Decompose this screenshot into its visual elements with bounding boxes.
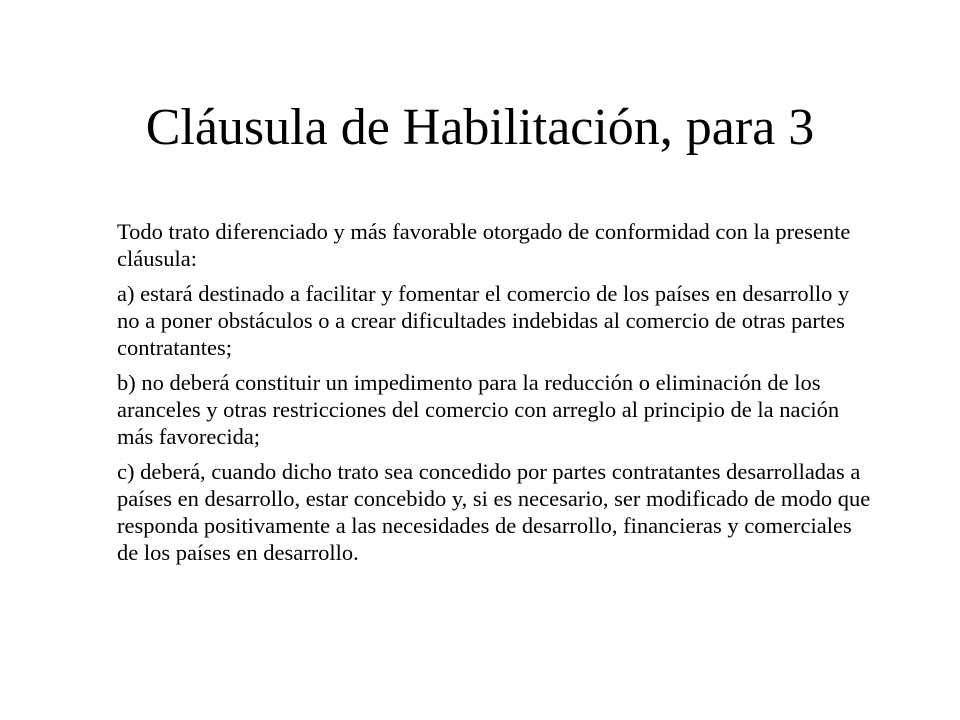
paragraph-item-b: b) no deberá constituir un impedimento para la reducción o eliminación de los aranceles y otras restricciones del comercio con arreglo al principio de la nación más favorecida; [117, 370, 840, 449]
paragraph-item-a: a) estará destinado a facilitar y fomentar el comercio de los países en desarrollo y no a poner obstáculos o a crear dificultades indebidas al comercio de otras partes contratantes; [117, 281, 850, 360]
paragraph-item-c: c) deberá, cuando dicho trato sea concedido por partes contratantes desarrolladas a países en desarrollo, estar concebido y, si es necesario, ser modificado de modo que responda positivamente a las necesidades de desarrollo, financieras y comerciales de los países en desarrollo. [117, 459, 871, 565]
slide-body [117, 218, 877, 574]
paragraph-intro: Todo trato diferenciado y más favorable otorgado de conformidad con la presente cláusula: [117, 219, 851, 271]
slide-title: Cláusula de Habilitación, para 3 [145, 99, 815, 156]
